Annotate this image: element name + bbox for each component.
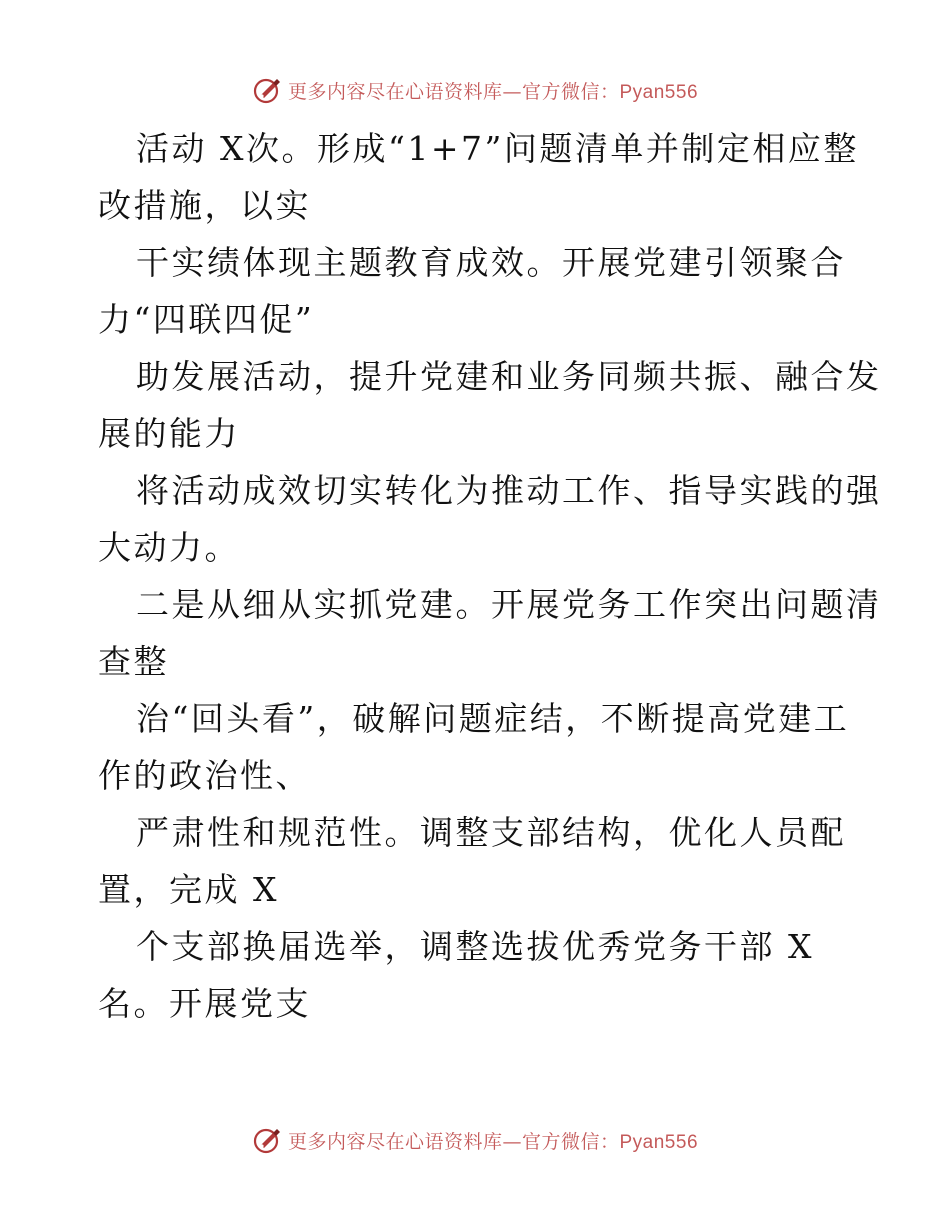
text-line: 查整 — [98, 642, 169, 681]
text-line: 名。开展党支 — [98, 984, 311, 1023]
text-line: 助发展活动，提升党建和业务同频共振、融合发 — [136, 357, 882, 396]
document-body — [98, 120, 882, 1032]
text-line: 置，完成 X — [98, 870, 279, 909]
text-line: 大动力。 — [98, 528, 240, 567]
text-line: 治“回头看”，破解问题症结，不断提高党建工 — [136, 699, 850, 738]
text-line: 活动 X次。形成“1+7”问题清单并制定相应整 — [136, 129, 859, 168]
text-line: 力“四联四促” — [98, 300, 315, 339]
text-line: 改措施，以实 — [98, 186, 311, 225]
text-line: 二是从细从实抓党建。开展党务工作突出问题清 — [136, 585, 882, 624]
footer-wechat-id: Pyan556 — [619, 1131, 699, 1153]
text-line: 干实绩体现主题教育成效。开展党建引领聚合 — [136, 243, 846, 282]
text-line: 展的能力 — [98, 414, 240, 453]
header-banner-text: 更多内容尽在心语资料库—官方微信： — [287, 80, 620, 103]
text-line: 将活动成效切实转化为推动工作、指导实践的强 — [136, 471, 882, 510]
text-line: 严肃性和规范性。调整支部结构，优化人员配 — [136, 813, 846, 852]
footer-banner-text: 更多内容尽在心语资料库—官方微信： — [287, 1130, 620, 1153]
text-line: 作的政治性、 — [98, 756, 311, 795]
header-banner — [0, 70, 950, 110]
pen-logo-icon — [252, 75, 282, 105]
pen-logo-icon — [252, 1125, 282, 1155]
header-wechat-id: Pyan556 — [619, 81, 699, 103]
footer-banner — [0, 1120, 950, 1160]
text-line: 个支部换届选举，调整选拔优秀党务干部 X — [136, 927, 814, 966]
